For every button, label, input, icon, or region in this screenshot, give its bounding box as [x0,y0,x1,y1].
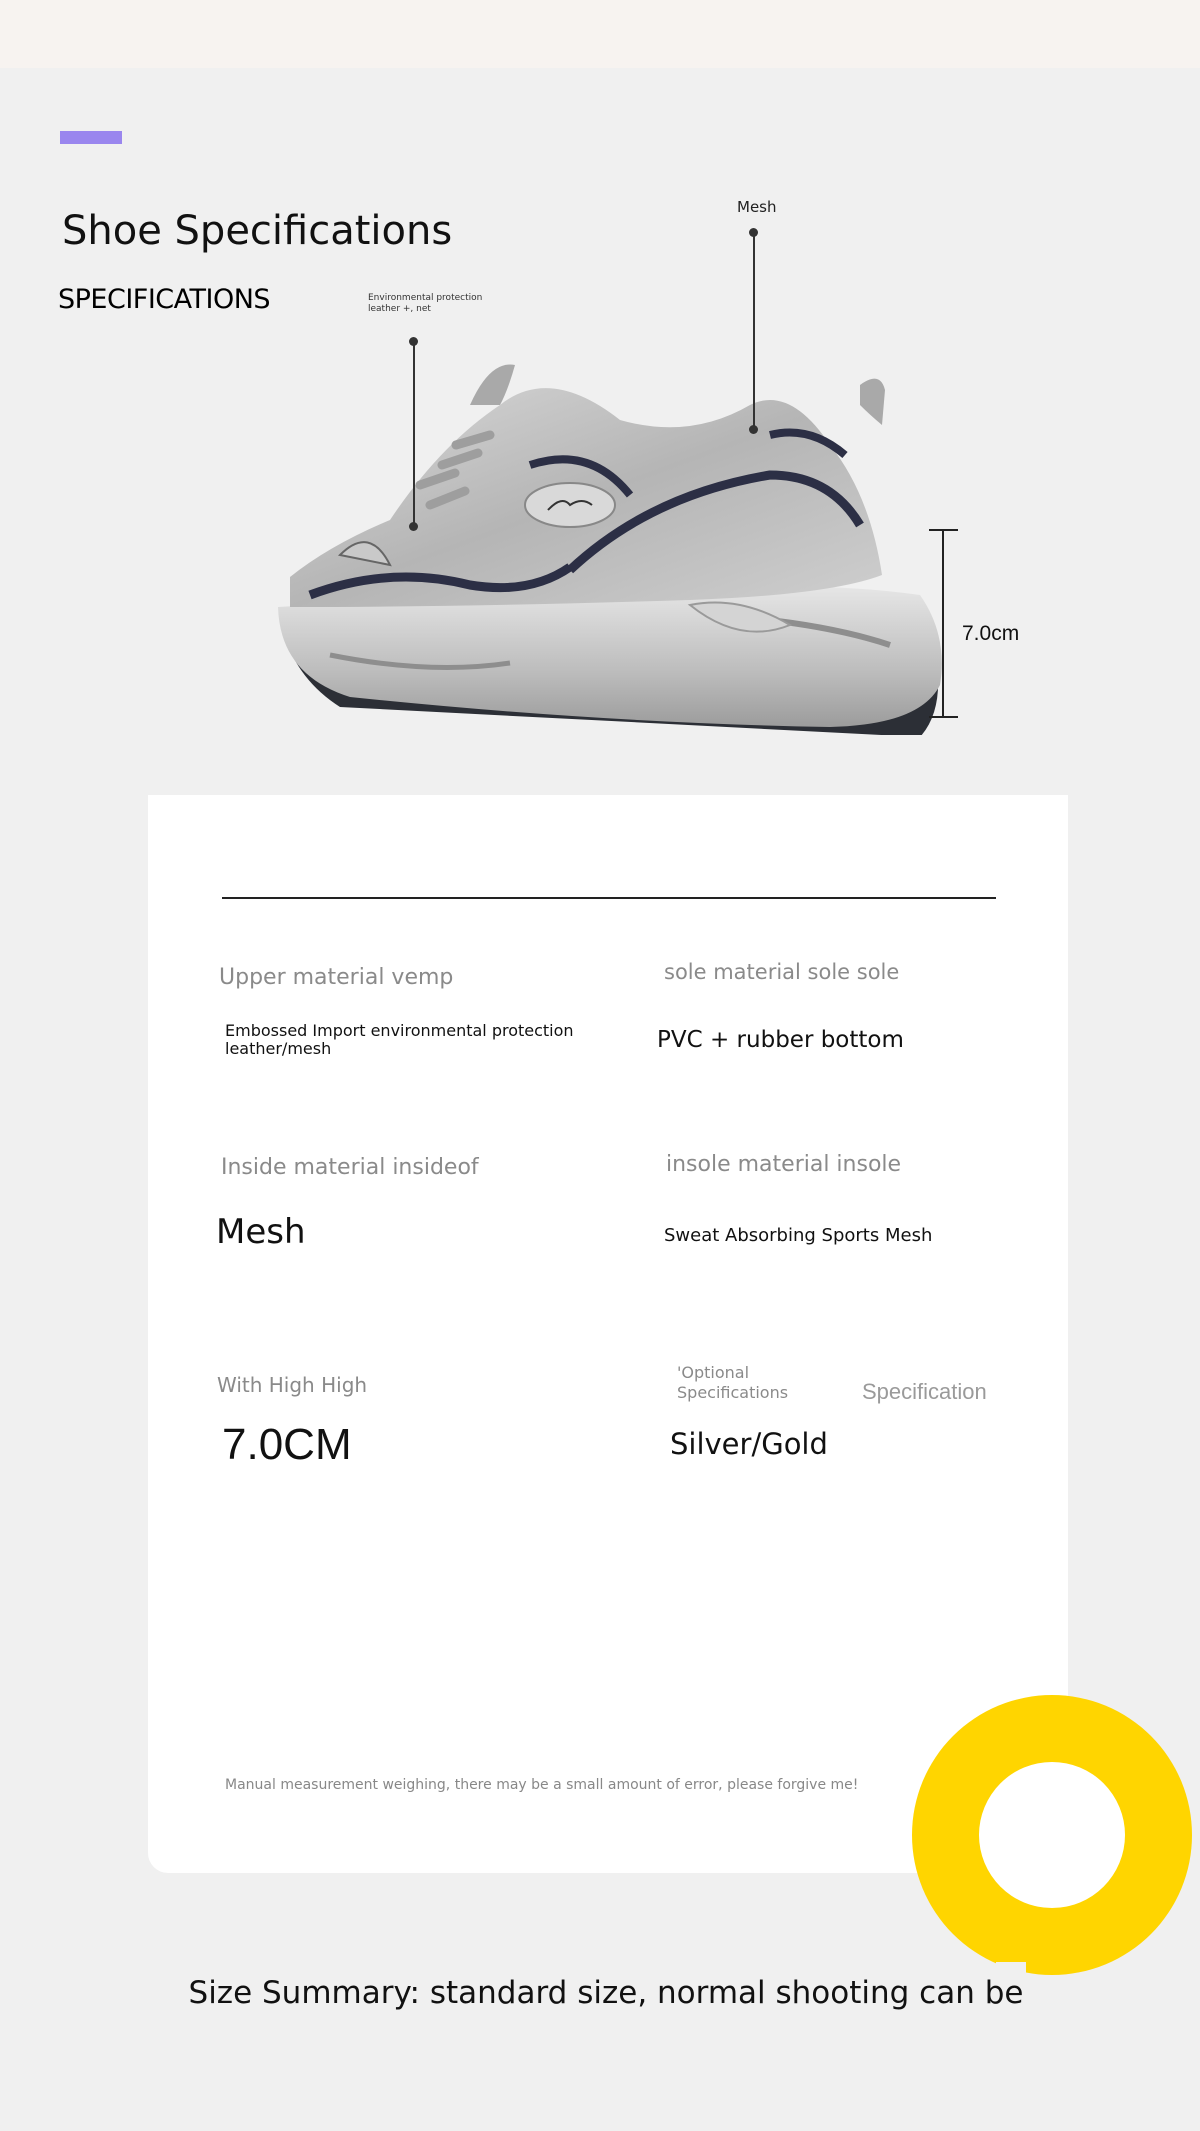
upper-material-value: Embossed Import environmental protection leather/mesh [225,1021,574,1058]
upper-callout-line [413,343,415,526]
color-value: Silver/Gold [670,1427,828,1461]
height-cap-bottom [929,716,958,718]
ring-notch [996,1962,1026,1976]
heel-height-label: With High High [217,1373,368,1397]
decorative-ring [912,1695,1192,1975]
insole-material-value: Sweat Absorbing Sports Mesh [664,1225,933,1246]
size-summary: Size Summary: standard size, normal shooting can be [188,1975,1024,2011]
page-subtitle: SPECIFICATIONS [58,284,271,315]
ring-center [979,1762,1125,1908]
heel-height-value: 7.0CM [222,1420,352,1469]
upper-callout-dot-bottom [409,522,418,531]
height-measure-line [942,529,944,717]
upper-callout-dot-top [409,337,418,346]
mesh-callout-dot-top [749,228,758,237]
optional-spec-label: 'Optional Specifications [677,1363,789,1402]
card-divider [222,897,996,899]
page-title: Shoe Specifications [62,208,453,254]
sole-material-label: sole material sole sole [664,960,900,984]
measurement-note: Manual measurement weighing, there may be a small amount of error, please forgive me! [225,1777,859,1793]
specification-label: Specification [862,1379,987,1404]
mesh-callout-line [753,233,755,429]
inside-material-label: Inside material insideof [221,1155,479,1180]
top-band [0,0,1200,68]
sneaker-image [270,345,960,735]
upper-material-label: Upper material vemp [219,965,454,990]
mesh-callout: Mesh [737,198,777,216]
sole-material-value: PVC + rubber bottom [657,1027,904,1053]
upper-material-callout: Environmental protection leather +, net [368,293,483,314]
height-label: 7.0cm [962,622,1020,645]
inside-material-value: Mesh [216,1212,306,1252]
accent-bar [60,131,122,144]
insole-material-label: insole material insole [666,1152,902,1177]
spec-card [148,795,1068,1873]
mesh-callout-dot-bottom [749,425,758,434]
